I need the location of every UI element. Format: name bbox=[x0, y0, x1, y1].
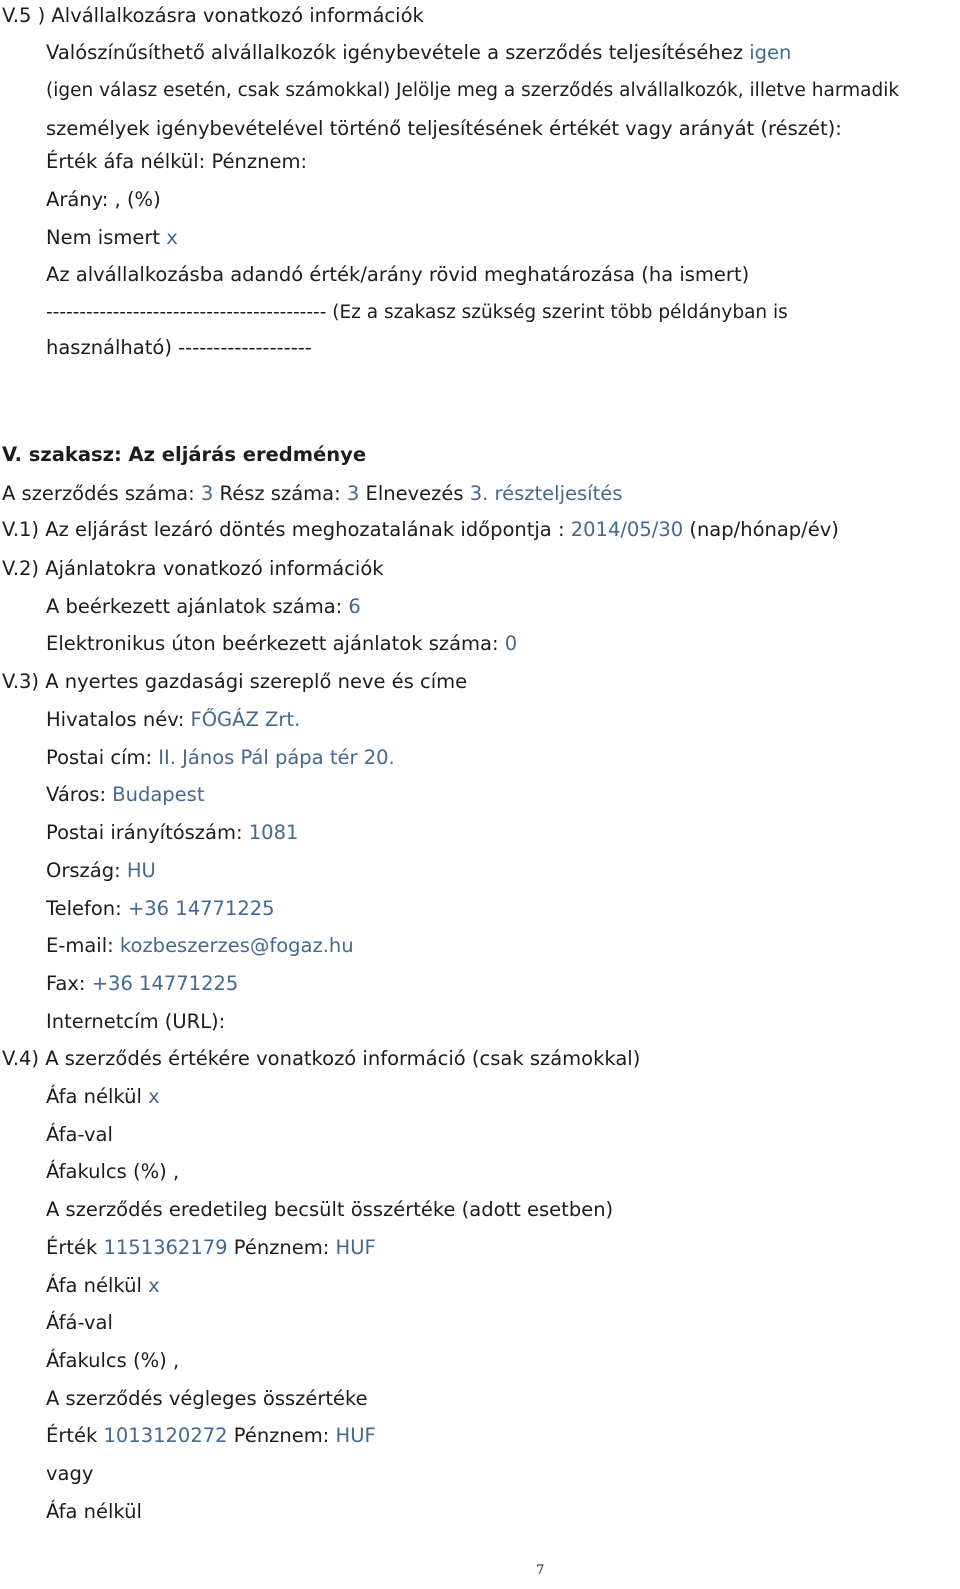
not-known-line: Nem ismert x bbox=[46, 226, 178, 249]
country-value: HU bbox=[126, 859, 156, 882]
contract-number-line: A szerződés száma: 3 Rész száma: 3 Elnevezés 3. részteljesítés bbox=[2, 482, 623, 505]
part-number-value: 3 bbox=[346, 482, 360, 505]
no-vat-line-2: Áfa nélkül x bbox=[46, 1274, 160, 1297]
contract-name-value: 3. részteljesítés bbox=[469, 482, 623, 505]
phone-line: Telefon: +36 14771225 bbox=[46, 897, 275, 920]
estimated-value-currency: HUF bbox=[335, 1236, 376, 1259]
email-value: kozbeszerzes@fogaz.hu bbox=[119, 934, 354, 957]
official-name-value: FŐGÁZ Zrt. bbox=[190, 708, 301, 731]
zip-value: 1081 bbox=[248, 821, 299, 844]
city-value: Budapest bbox=[112, 783, 205, 806]
no-vat-mark-1: x bbox=[148, 1085, 160, 1108]
decision-date-value: 2014/05/30 bbox=[570, 518, 684, 541]
postal-address-line: Postai cím: II. János Pál pápa tér 20. bbox=[46, 746, 395, 769]
subcontract-note-line-2: személyek igénybevételével történő teljesítésének értékét vagy arányát (részét): bbox=[46, 117, 842, 140]
city-line: Város: Budapest bbox=[46, 783, 205, 806]
vat-rate-line-2: Áfakulcs (%) , bbox=[46, 1349, 180, 1372]
no-vat-mark-2: x bbox=[148, 1274, 160, 1297]
estimated-value-line: Érték 1151362179 Pénznem: HUF bbox=[46, 1236, 376, 1259]
ratio-line: Arány: , (%) bbox=[46, 188, 161, 211]
electronic-tenders-value: 0 bbox=[504, 632, 518, 655]
estimated-value-amount: 1151362179 bbox=[103, 1236, 228, 1259]
country-line: Ország: HU bbox=[46, 859, 156, 882]
repeatable-note-line-2: használható) ------------------- bbox=[46, 336, 312, 359]
final-value-currency: HUF bbox=[335, 1424, 376, 1447]
final-value-heading: A szerződés végleges összértéke bbox=[46, 1387, 368, 1410]
email-line: E-mail: kozbeszerzes@fogaz.hu bbox=[46, 934, 354, 957]
subcontract-note-line-1: (igen válasz esetén, csak számokkal) Jelölje meg a szerződés alvállalkozók, illetve harmadik bbox=[46, 80, 900, 101]
subcontract-likely-line: Valószínűsíthető alvállalkozók igénybevétele a szerződés teljesítéséhez igen bbox=[46, 41, 792, 64]
vat-rate-line-1: Áfakulcs (%) , bbox=[46, 1160, 180, 1183]
contract-number-value: 3 bbox=[200, 482, 214, 505]
section-v2-heading: V.2) Ajánlatokra vonatkozó információk bbox=[2, 557, 384, 580]
no-vat-line-1: Áfa nélkül x bbox=[46, 1085, 160, 1108]
section-v5-heading: V.5 ) Alvállalkozásra vonatkozó információk bbox=[2, 4, 424, 27]
with-vat-line-2: Áfá-val bbox=[46, 1311, 113, 1334]
estimated-value-heading: A szerződés eredetileg becsült összértéke (adott esetben) bbox=[46, 1198, 614, 1221]
electronic-tenders-line: Elektronikus úton beérkezett ajánlatok száma: 0 bbox=[46, 632, 518, 655]
fax-value: +36 14771225 bbox=[91, 972, 239, 995]
with-vat-line-1: Áfa-val bbox=[46, 1123, 113, 1146]
final-value-line: Érték 1013120272 Pénznem: HUF bbox=[46, 1424, 376, 1447]
postal-address-value: II. János Pál pápa tér 20. bbox=[158, 746, 395, 769]
not-known-mark: x bbox=[166, 226, 178, 249]
value-without-vat-line: Érték áfa nélkül: Pénznem: bbox=[46, 150, 308, 173]
official-name-line: Hivatalos név: FŐGÁZ Zrt. bbox=[46, 708, 301, 731]
section-v3-heading: V.3) A nyertes gazdasági szereplő neve és címe bbox=[2, 670, 468, 693]
fax-line: Fax: +36 14771225 bbox=[46, 972, 239, 995]
final-value-amount: 1013120272 bbox=[103, 1424, 228, 1447]
decision-date-line: V.1) Az eljárást lezáró döntés meghozatalának időpontja : 2014/05/30 (nap/hónap/év) bbox=[2, 518, 839, 541]
subcontract-likely-value: igen bbox=[749, 41, 792, 64]
subcontract-description-line: Az alvállalkozásba adandó érték/arány rövid meghatározása (ha ismert) bbox=[46, 263, 750, 286]
or-line: vagy bbox=[46, 1462, 94, 1485]
url-line: Internetcím (URL): bbox=[46, 1010, 226, 1033]
received-tenders-value: 6 bbox=[348, 595, 361, 618]
phone-value: +36 14771225 bbox=[127, 897, 275, 920]
section-v-title: V. szakasz: Az eljárás eredménye bbox=[2, 443, 367, 466]
zip-line: Postai irányítószám: 1081 bbox=[46, 821, 299, 844]
no-vat-line-3: Áfa nélkül bbox=[46, 1500, 142, 1523]
section-v4-heading: V.4) A szerződés értékére vonatkozó információ (csak számokkal) bbox=[2, 1047, 641, 1070]
repeatable-note-line-1: ------------------------------------------ (Ez a szakasz szükség szerint több példányban is bbox=[46, 302, 788, 323]
received-tenders-line: A beérkezett ajánlatok száma: 6 bbox=[46, 595, 361, 618]
page-number: 7 bbox=[536, 1563, 545, 1578]
